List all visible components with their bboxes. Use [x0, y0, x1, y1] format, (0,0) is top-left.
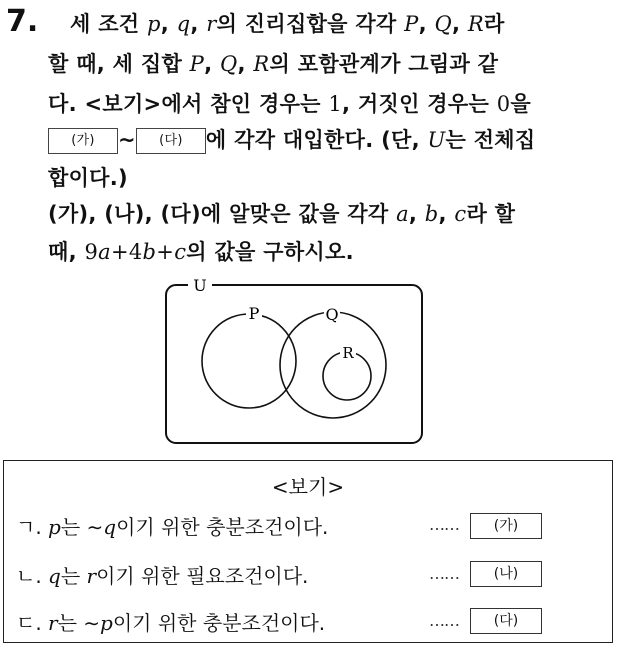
leader-dots: …… [429, 564, 459, 583]
venn-diagram [160, 275, 430, 450]
math-variable: R [253, 52, 270, 76]
bogi-title: <보기> [271, 475, 345, 499]
math-variable: b [142, 240, 157, 264]
tilde-text: ~ [118, 128, 136, 152]
set-p-circle [202, 314, 296, 408]
math-variable: a [98, 240, 111, 264]
question-line-5: 합이다.) [48, 166, 128, 190]
text-segment: 에 각각 대입한다. (단, [205, 128, 428, 152]
blank-box-ga: (가) [48, 128, 118, 154]
math-variable: P [404, 12, 419, 36]
text-segment: 는 [60, 564, 87, 588]
blank-box-da: (다) [136, 128, 206, 154]
item-marker: ㄷ. [16, 611, 42, 635]
item-marker: ㄱ. [16, 515, 42, 539]
text-segment: 의 값을 구하시오. [186, 240, 354, 264]
math-variable: P [189, 52, 205, 76]
bogi-item-ga [16, 511, 328, 540]
text-segment: 의 포함관계가 그림과 같 [269, 52, 499, 76]
math-variable: c [174, 240, 187, 264]
math-variable: b [424, 202, 439, 226]
text-segment: 는 ∼ [57, 611, 101, 635]
question-line-7 [48, 236, 354, 266]
text-segment: 는 ∼ [60, 515, 104, 539]
math-variable: c [454, 202, 467, 226]
math-variable: R [467, 12, 485, 36]
math-variable: p [100, 611, 113, 635]
leader-dots: …… [429, 611, 459, 630]
question-line-4 [48, 124, 535, 154]
text-segment: , [438, 202, 455, 226]
text-segment: , [408, 202, 425, 226]
question-line-2 [48, 48, 498, 78]
text-segment: , [452, 12, 468, 36]
text-segment: 세 조건 [70, 12, 147, 36]
text-segment: , [190, 12, 207, 36]
text-segment: (가), (나), (다)에 알맞은 값을 각각 [48, 202, 397, 226]
set-p-label: P [248, 304, 260, 323]
math-number: + [156, 240, 175, 264]
text-segment: 을 [510, 92, 531, 116]
math-variable: q [48, 564, 61, 588]
bogi-item-na [16, 560, 308, 589]
text-segment: 때, [48, 240, 85, 264]
question-number: 7. [6, 4, 39, 39]
text-segment: , [418, 12, 435, 36]
answer-box-ga: (가) [470, 513, 542, 539]
universe-rectangle [166, 285, 422, 443]
leader-dots: …… [429, 515, 459, 534]
universe-label: U [193, 276, 207, 295]
math-variable: p [48, 515, 61, 539]
math-number: +4 [110, 240, 143, 264]
math-number: 9 [84, 240, 99, 264]
math-variable: Q [434, 12, 452, 36]
math-variable: r [86, 564, 97, 588]
math-number: 0 [496, 92, 511, 116]
text-segment: 라 할 [466, 202, 516, 226]
question-line-4-rest [206, 128, 536, 152]
text-segment: , 거짓인 경우는 [342, 92, 497, 116]
text-segment: 다. <보기>에서 참인 경우는 [48, 92, 329, 116]
item-statement [48, 515, 328, 539]
text-segment: 는 전체집 [445, 128, 536, 152]
math-variable: Q [219, 52, 238, 76]
question-line-6 [48, 198, 515, 228]
math-variable: r [206, 12, 217, 36]
bogi-box [3, 460, 613, 643]
bogi-item-da [16, 607, 325, 636]
item-statement [48, 564, 308, 588]
item-statement [48, 611, 325, 635]
text-segment: 이기 위한 필요조건이다. [96, 564, 309, 588]
answer-box-da: (다) [470, 608, 542, 634]
set-r-label: R [342, 344, 354, 362]
math-variable: q [176, 12, 191, 36]
text-segment: 의 진리집합을 각각 [216, 12, 405, 36]
item-marker: ㄴ. [16, 564, 42, 588]
text-segment: , [204, 52, 220, 76]
text-segment: 할 때, 세 집합 [48, 52, 190, 76]
question-line-1 [70, 8, 505, 38]
math-variable: a [396, 202, 409, 226]
math-variable: q [103, 515, 117, 539]
text-segment: , [160, 12, 177, 36]
math-variable: r [48, 611, 58, 635]
question-line-3 [48, 88, 531, 118]
text-segment: 이기 위한 충분조건이다. [112, 611, 326, 635]
set-q-label: Q [325, 305, 339, 324]
text-segment: 라 [484, 12, 505, 36]
math-number: 1 [328, 92, 343, 116]
text-segment: , [237, 52, 254, 76]
answer-box-na: (나) [470, 561, 542, 587]
math-variable: p [146, 12, 161, 36]
math-variable: U [427, 128, 446, 152]
text-segment: 이기 위한 충분조건이다. [116, 515, 329, 539]
